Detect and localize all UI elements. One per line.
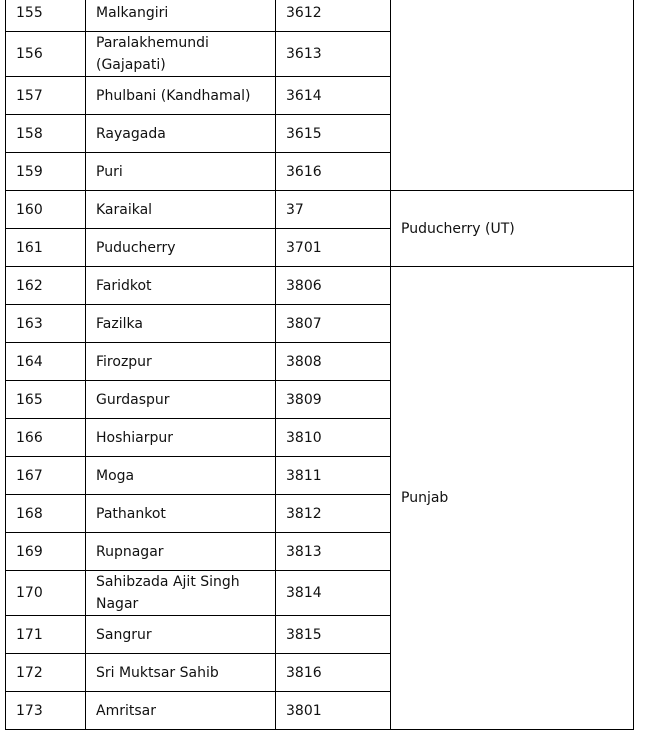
serial-number: 173 [6, 692, 86, 730]
district-code: 3801 [276, 692, 391, 730]
serial-number: 161 [6, 229, 86, 267]
district-name: Gurdaspur [86, 381, 276, 419]
table-row [6, 191, 634, 229]
table-row [6, 0, 634, 32]
district-code: 3815 [276, 616, 391, 654]
district-name: Puducherry [86, 229, 276, 267]
district-code: 3616 [276, 153, 391, 191]
district-code: 3807 [276, 305, 391, 343]
serial-number: 158 [6, 115, 86, 153]
state-name: Puducherry (UT) [391, 191, 634, 267]
district-code: 3811 [276, 457, 391, 495]
serial-number: 171 [6, 616, 86, 654]
district-code: 3701 [276, 229, 391, 267]
serial-number: 159 [6, 153, 86, 191]
district-name: Malkangiri [86, 0, 276, 32]
serial-number: 172 [6, 654, 86, 692]
district-code: 3810 [276, 419, 391, 457]
district-name: Rayagada [86, 115, 276, 153]
serial-number: 160 [6, 191, 86, 229]
district-name: Firozpur [86, 343, 276, 381]
serial-number: 163 [6, 305, 86, 343]
district-name: Faridkot [86, 267, 276, 305]
district-code: 3612 [276, 0, 391, 32]
district-name: Amritsar [86, 692, 276, 730]
table-row [6, 267, 634, 305]
district-name: Fazilka [86, 305, 276, 343]
serial-number: 167 [6, 457, 86, 495]
state-name [391, 0, 634, 191]
district-code: 3816 [276, 654, 391, 692]
district-table [5, 0, 634, 730]
district-name: Sangrur [86, 616, 276, 654]
district-code: 3812 [276, 495, 391, 533]
district-name: Rupnagar [86, 533, 276, 571]
district-code: 3813 [276, 533, 391, 571]
district-table-container [5, 0, 634, 730]
serial-number: 165 [6, 381, 86, 419]
district-name: Paralakhemundi (Gajapati) [86, 32, 276, 77]
district-code: 37 [276, 191, 391, 229]
district-name: Puri [86, 153, 276, 191]
serial-number: 169 [6, 533, 86, 571]
district-code: 3809 [276, 381, 391, 419]
serial-number: 157 [6, 77, 86, 115]
district-code: 3614 [276, 77, 391, 115]
district-name: Phulbani (Kandhamal) [86, 77, 276, 115]
serial-number: 166 [6, 419, 86, 457]
serial-number: 168 [6, 495, 86, 533]
district-code: 3814 [276, 571, 391, 616]
district-code: 3808 [276, 343, 391, 381]
district-name: Pathankot [86, 495, 276, 533]
serial-number: 170 [6, 571, 86, 616]
district-code: 3806 [276, 267, 391, 305]
district-name: Karaikal [86, 191, 276, 229]
district-code: 3615 [276, 115, 391, 153]
district-name: Sri Muktsar Sahib [86, 654, 276, 692]
state-name: Punjab [391, 267, 634, 730]
serial-number: 155 [6, 0, 86, 32]
district-name: Sahibzada Ajit Singh Nagar [86, 571, 276, 616]
serial-number: 156 [6, 32, 86, 77]
serial-number: 162 [6, 267, 86, 305]
district-name: Moga [86, 457, 276, 495]
serial-number: 164 [6, 343, 86, 381]
district-code: 3613 [276, 32, 391, 77]
district-name: Hoshiarpur [86, 419, 276, 457]
